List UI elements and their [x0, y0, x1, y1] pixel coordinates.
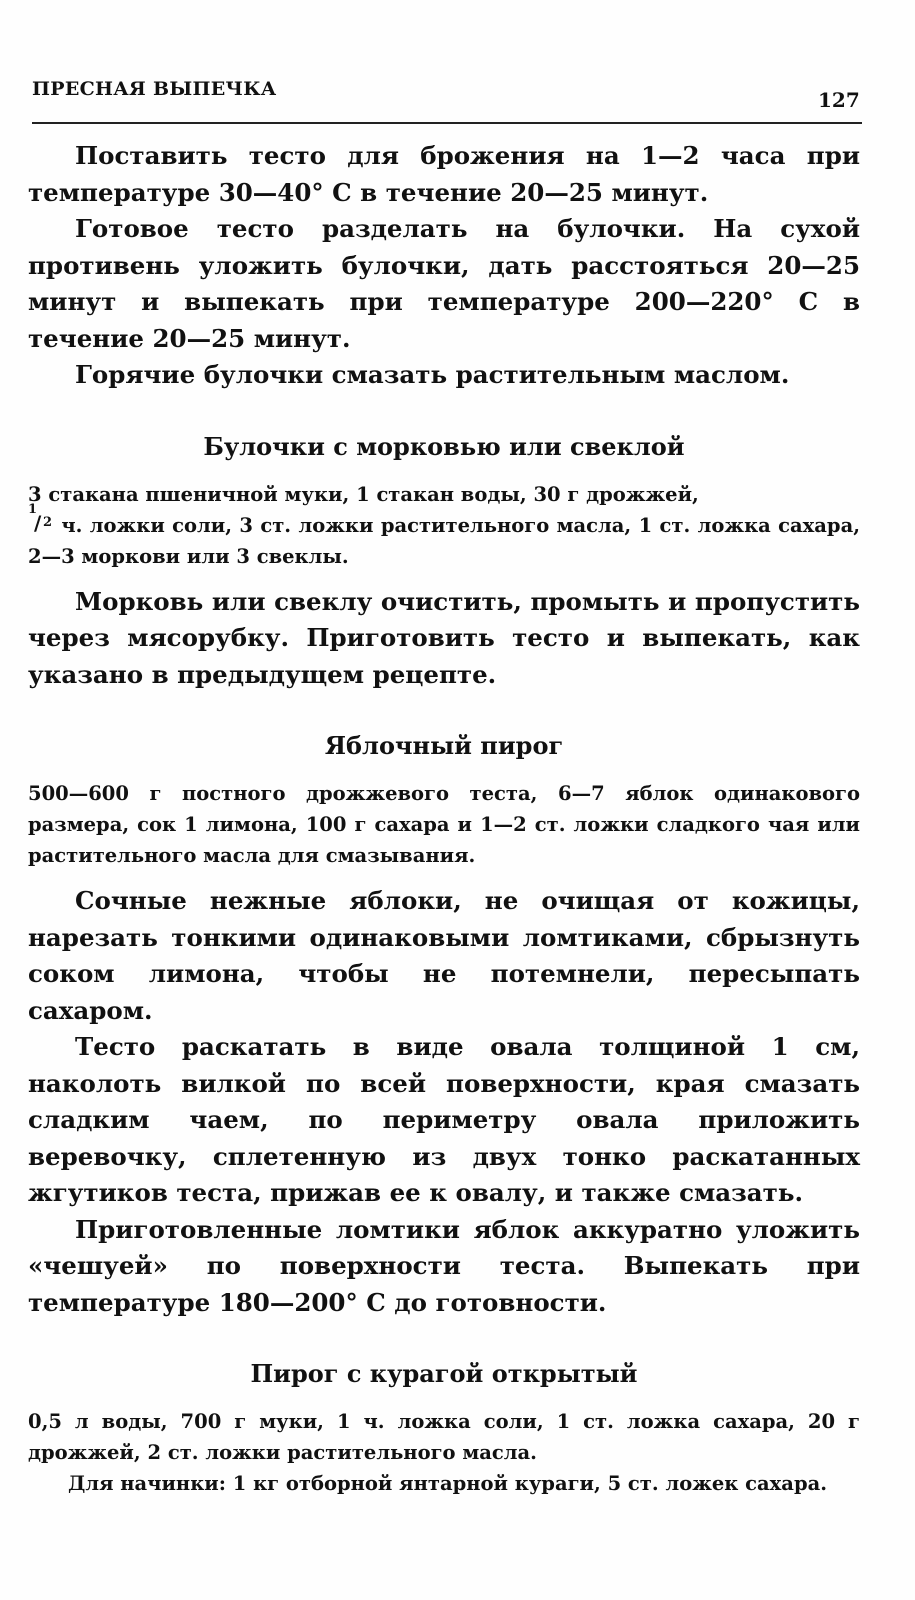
fraction-denominator: 2 — [43, 514, 53, 530]
method-paragraph: Сочные нежные яблоки, не очищая от кожицы, нарезать тонкими одинаковыми ломтиками, сбрызнуть соком лимона, чтобы не потемнели, пересыпать сахаром. — [28, 886, 860, 1025]
one-half-fraction — [28, 501, 54, 535]
recipe-title-apricot: Пирог с курагой открытый — [250, 1359, 638, 1388]
ingredients-apple: 500—600 г постного дрожжевого теста, 6—7 яблок одинакового размера, сок 1 лимона, 100 г сахара и 1—2 ст. ложки сладкого чая или растительного масла для смазывания. — [28, 782, 860, 867]
intro-paragraph: Поставить тесто для брожения на 1—2 часа при температуре 30—40° С в течение 20—25 минут. — [28, 141, 860, 207]
ingredients-apricot: 0,5 л воды, 700 г муки, 1 ч. ложка соли, 1 ст. ложка сахара, 20 г дрожжей, 2 ст. ложки растительного масла. — [28, 1410, 860, 1464]
fraction-slash: / — [34, 510, 42, 535]
filling-ingredients: Для начинки: 1 кг отборной янтарной кураги, 5 ст. ложек сахара. — [68, 1472, 828, 1495]
ingredients-buns — [28, 479, 860, 572]
header-rule — [32, 122, 862, 124]
intro-paragraph: Горячие булочки смазать растительным маслом. — [75, 360, 790, 389]
recipe-title-apple: Яблочный пирог — [324, 731, 564, 760]
intro-paragraph: Готовое тесто разделать на булочки. На сухой противень уложить булочки, дать расстояться 20—25 минут и выпекать при температуре 200—220° С в течение 20—25 минут. — [28, 214, 860, 353]
method-paragraph: Приготовленные ломтики яблок аккуратно уложить «чешуей» по поверхности теста. Выпекать при температуре 180—200° С до готовности. — [28, 1214, 860, 1317]
ingredients-buns-text: ч. ложки соли, 3 ст. ложки растительного масла, 1 ст. ложка сахара, 2—3 моркови или 3 свеклы. — [28, 513, 860, 568]
method-paragraph: Тесто раскатать в виде овала толщиной 1 см, наколоть вилкой по всей поверхности, края смазать сладким чаем, по периметру овала приложить веревочку, сплетенную из двух тонко раскатанных жгутиков теста, прижав ее к овалу, и также смазать. — [28, 1032, 860, 1207]
ingredients-buns-text: 3 стакана пшеничной муки, 1 стакан воды, 30 г дрожжей, — [28, 482, 699, 506]
page-text — [28, 138, 860, 1499]
running-title: ПРЕСНАЯ ВЫПЕЧКА — [32, 78, 277, 100]
recipe-title-buns: Булочки с морковью или свеклой — [203, 431, 685, 461]
fraction-numerator: 1 — [28, 501, 38, 517]
page-number: 127 — [818, 88, 860, 112]
method-paragraph: Морковь или свеклу очистить, промыть и пропустить через мясорубку. Приготовить тесто и выпекать, как указано в предыдущем рецепте. — [28, 586, 860, 689]
